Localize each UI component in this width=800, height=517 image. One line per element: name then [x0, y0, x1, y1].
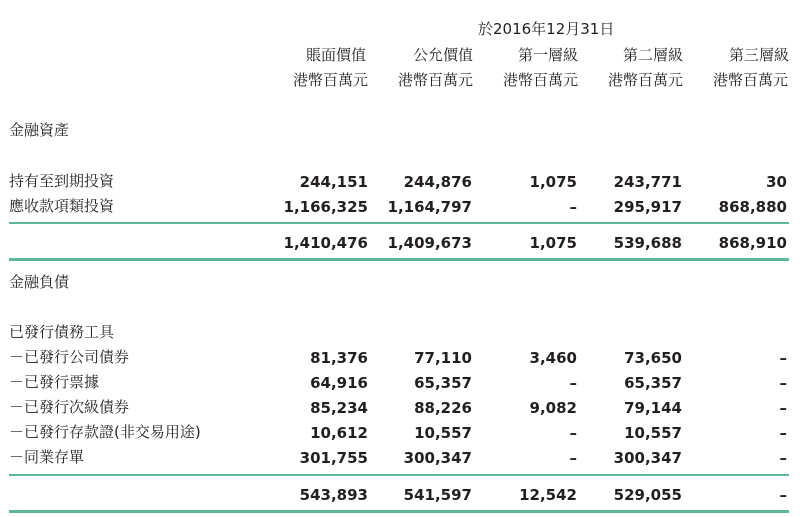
cell-receivable-fair: 1,164,797 — [387, 198, 472, 216]
cell-assets-total-level2: 539,688 — [613, 234, 682, 252]
cell-htm-carrying: 244,151 — [299, 173, 368, 191]
row-label-htm-investments: 持有至到期投資 — [9, 172, 115, 190]
cell-liabilities-total-level2: 529,055 — [613, 486, 682, 504]
cell-assets-total-fair: 1,409,673 — [387, 234, 472, 252]
cell-receivable-carrying: 1,166,325 — [283, 198, 368, 216]
cell-notes-fair: 65,357 — [414, 374, 472, 392]
section-title-financial-assets: 金融資產 — [9, 121, 70, 139]
liabilities-total-rule — [9, 510, 789, 513]
cell-cd-carrying: 10,612 — [310, 424, 368, 442]
cell-notes-level1: – — [569, 374, 577, 392]
row-label-certificates-of-deposit: －已發行存款證(非交易用途) — [9, 423, 201, 441]
row-label-interbank-cd: －同業存單 — [9, 448, 85, 466]
row-label-corporate-bonds: －已發行公司債券 — [9, 348, 130, 366]
cell-liabilities-total-level3: – — [779, 486, 787, 504]
cell-bonds-level3: – — [779, 349, 787, 367]
cell-subordinated-fair: 88,226 — [414, 399, 472, 417]
cell-interbank-level1: – — [569, 449, 577, 467]
column-unit-level-2: 港幣百萬元 — [608, 71, 684, 89]
cell-htm-level3: 30 — [766, 173, 787, 191]
row-label-subordinated-bonds: －已發行次級債券 — [9, 398, 130, 416]
cell-bonds-fair: 77,110 — [414, 349, 472, 367]
liabilities-subtotal-rule — [9, 474, 789, 476]
column-header-level-1: 第一層級 — [518, 46, 579, 64]
assets-subtotal-rule — [9, 222, 789, 224]
column-unit-level-1: 港幣百萬元 — [503, 71, 579, 89]
column-header-fair-value: 公允價值 — [413, 46, 474, 64]
cell-interbank-level3: – — [779, 449, 787, 467]
column-header-carrying-value: 賬面價值 — [306, 46, 367, 64]
cell-subordinated-carrying: 85,234 — [310, 399, 368, 417]
cell-cd-level1: – — [569, 424, 577, 442]
cell-cd-level2: 10,557 — [624, 424, 682, 442]
cell-assets-total-level3: 868,910 — [718, 234, 787, 252]
cell-bonds-level2: 73,650 — [624, 349, 682, 367]
cell-liabilities-total-level1: 12,542 — [519, 486, 577, 504]
section-title-financial-liabilities: 金融負債 — [9, 273, 70, 291]
cell-htm-level2: 243,771 — [613, 173, 682, 191]
group-label-debt-instruments: 已發行債務工具 — [9, 323, 115, 341]
cell-notes-carrying: 64,916 — [310, 374, 368, 392]
statement-date: 於2016年12月31日 — [478, 20, 615, 38]
assets-total-rule — [9, 258, 789, 261]
row-label-notes: －已發行票據 — [9, 373, 100, 391]
cell-htm-level1: 1,075 — [529, 173, 577, 191]
cell-interbank-level2: 300,347 — [613, 449, 682, 467]
cell-cd-level3: – — [779, 424, 787, 442]
cell-liabilities-total-carrying: 543,893 — [299, 486, 368, 504]
column-header-level-3: 第三層級 — [729, 46, 790, 64]
cell-liabilities-total-fair: 541,597 — [403, 486, 472, 504]
column-header-level-2: 第二層級 — [623, 46, 684, 64]
cell-assets-total-level1: 1,075 — [529, 234, 577, 252]
cell-notes-level3: – — [779, 374, 787, 392]
cell-subordinated-level3: – — [779, 399, 787, 417]
cell-bonds-level1: 3,460 — [529, 349, 577, 367]
cell-receivable-level1: – — [569, 198, 577, 216]
cell-interbank-fair: 300,347 — [403, 449, 472, 467]
cell-receivable-level2: 295,917 — [613, 198, 682, 216]
cell-htm-fair: 244,876 — [403, 173, 472, 191]
cell-interbank-carrying: 301,755 — [299, 449, 368, 467]
column-unit-fair-value: 港幣百萬元 — [398, 71, 474, 89]
cell-notes-level2: 65,357 — [624, 374, 682, 392]
row-label-receivable-investments: 應收款項類投資 — [9, 197, 115, 215]
cell-subordinated-level1: 9,082 — [529, 399, 577, 417]
cell-bonds-carrying: 81,376 — [310, 349, 368, 367]
column-unit-level-3: 港幣百萬元 — [713, 71, 789, 89]
cell-receivable-level3: 868,880 — [718, 198, 787, 216]
column-unit-carrying-value: 港幣百萬元 — [293, 71, 369, 89]
cell-subordinated-level2: 79,144 — [624, 399, 682, 417]
cell-assets-total-carrying: 1,410,476 — [283, 234, 368, 252]
cell-cd-fair: 10,557 — [414, 424, 472, 442]
